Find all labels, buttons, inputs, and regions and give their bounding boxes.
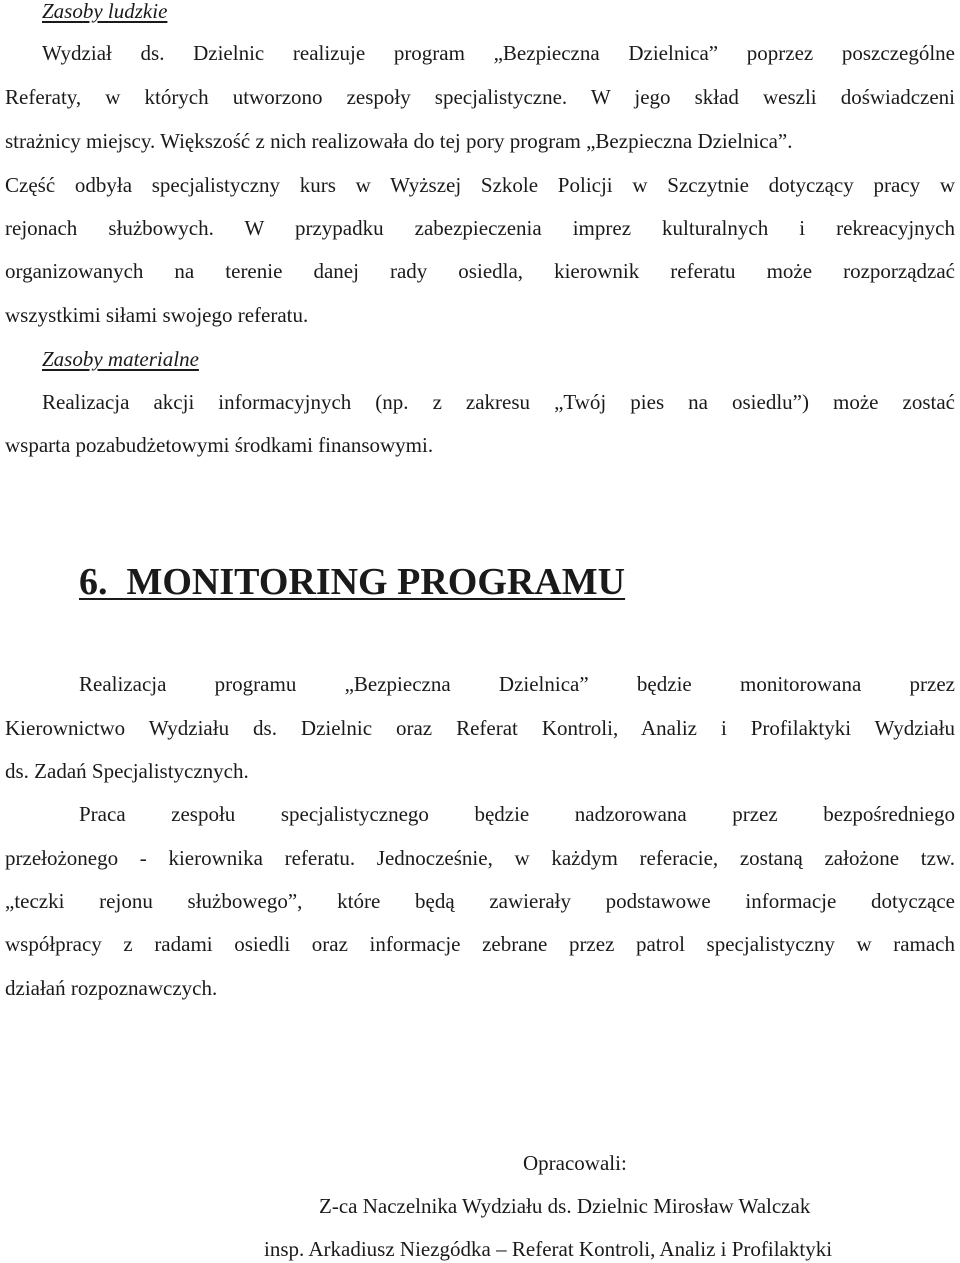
subheading-material-resources: Zasoby materialne <box>42 347 199 371</box>
paragraph-line: Realizacja programu „Bezpieczna Dzielnica” będzie monitorowana przez <box>79 672 955 696</box>
signature-person-1: Z-ca Naczelnika Wydziału ds. Dzielnic Mirosław Walczak <box>319 1194 811 1218</box>
paragraph-line: strażnicy miejscy. Większość z nich realizowała do tej pory program „Bezpieczna Dzielnica”. <box>5 129 793 153</box>
paragraph-line: wszystkimi siłami swojego referatu. <box>5 303 309 327</box>
paragraph-line: Praca zespołu specjalistycznego będzie nadzorowana przez bezpośredniego <box>79 802 955 826</box>
signature-label: Opracowali: <box>523 1151 627 1175</box>
signature-person-2: insp. Arkadiusz Niezgódka – Referat Kontroli, Analiz i Profilaktyki <box>264 1237 833 1261</box>
paragraph-line: wsparta pozabudżetowymi środkami finansowymi. <box>5 433 434 457</box>
paragraph-line: Realizacja akcji informacyjnych (np. z zakresu „Twój pies na osiedlu”) może zostać <box>42 390 955 414</box>
paragraph-line: Wydział ds. Dzielnic realizuje program „Bezpieczna Dzielnica” poprzez poszczególne <box>42 41 955 65</box>
paragraph-line: działań rozpoznawczych. <box>5 976 218 1000</box>
subheading-human-resources: Zasoby ludzkie <box>42 0 168 23</box>
paragraph-line: ds. Zadań Specjalistycznych. <box>5 759 249 783</box>
paragraph-line: rejonach służbowych. W przypadku zabezpieczenia imprez kulturalnych i rekreacyjnych <box>5 216 955 240</box>
paragraph-line: Część odbyła specjalistyczny kurs w Wyższej Szkole Policji w Szczytnie dotyczący pracy w <box>5 173 955 197</box>
section-heading: 6. MONITORING PROGRAMU <box>79 561 626 603</box>
paragraph-line: organizowanych na terenie danej rady osiedla, kierownik referatu może rozporządzać <box>5 259 955 283</box>
paragraph-line: współpracy z radami osiedli oraz informacje zebrane przez patrol specjalistyczny w ramach <box>5 932 955 956</box>
paragraph-line: Referaty, w których utworzono zespoły specjalistyczne. W jego skład weszli doświadczeni <box>5 85 955 109</box>
paragraph-line: „teczki rejonu służbowego”, które będą zawierały podstawowe informacje dotyczące <box>5 889 955 913</box>
paragraph-line: Kierownictwo Wydziału ds. Dzielnic oraz Referat Kontroli, Analiz i Profilaktyki Wydziału <box>5 716 955 740</box>
paragraph-line: przełożonego - kierownika referatu. Jednocześnie, w każdym referacie, zostaną założone tzw. <box>5 846 955 870</box>
